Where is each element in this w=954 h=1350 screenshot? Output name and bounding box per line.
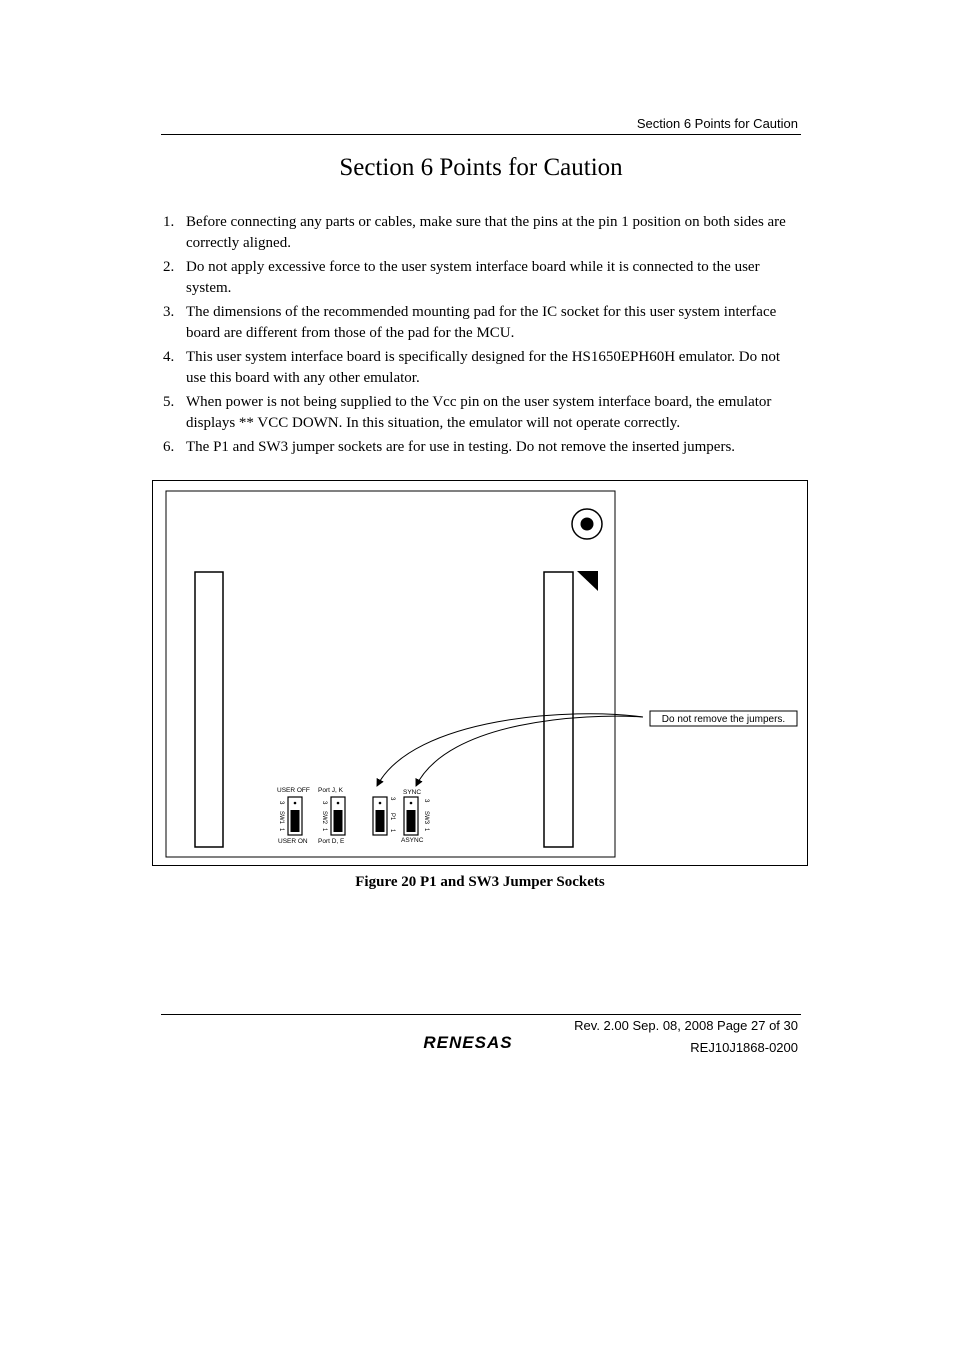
caution-text: Before connecting any parts or cables, make sure that the pins at the pin 1 position on both sides are correctly aligned.	[186, 214, 786, 251]
callout-arrow-to-p1	[377, 714, 643, 786]
sw2-pin-high: 3	[321, 801, 327, 805]
caution-list	[161, 212, 801, 461]
sw2-pin-low: 1	[321, 828, 327, 832]
figure-caption: Figure 20 P1 and SW3 Jumper Sockets	[355, 874, 605, 890]
caution-item	[161, 347, 801, 389]
sw1-pin-dot	[294, 802, 297, 805]
caution-number: 3.	[163, 304, 175, 320]
footer-revision: Rev. 2.00 Sep. 08, 2008 Page 27 of 30	[574, 1018, 798, 1033]
header-rule	[161, 134, 801, 135]
sw3-bottom-label: ASYNC	[401, 837, 424, 844]
p1-pin-high: 3	[389, 797, 395, 801]
sw2-name: SW2	[321, 811, 327, 825]
caution-number: 1.	[163, 214, 175, 230]
callout-text: Do not remove the jumpers.	[661, 714, 786, 725]
running-header: Section 6 Points for Caution	[636, 116, 798, 131]
pin1-marker-icon	[577, 571, 598, 591]
sw3-pin-labels	[423, 799, 429, 832]
sw1-top-label: USER OFF	[277, 787, 310, 794]
caution-item	[161, 257, 801, 299]
p1-jumper	[376, 810, 385, 832]
p1-name: P1	[389, 813, 395, 821]
right-connector	[544, 572, 573, 847]
caution-number: 2.	[163, 259, 175, 275]
sw2-jumper	[334, 810, 343, 832]
sw3-name: SW3	[423, 811, 429, 825]
caution-item	[161, 437, 801, 458]
p1-pin-dot	[379, 802, 382, 805]
footer-doc-id: REJ10J1868-0200	[690, 1040, 798, 1055]
sw1-name: SW1	[278, 811, 284, 825]
caution-number: 5.	[163, 394, 175, 410]
caution-item	[161, 392, 801, 434]
caution-text: When power is not being supplied to the Vcc pin on the user system interface board, the emulator displays ** VCC DOWN. In this situation, the emulator will not operate correctly.	[186, 394, 772, 431]
left-connector	[195, 572, 223, 847]
sw3-pin-high: 3	[423, 799, 429, 803]
sw3-pin-low: 1	[423, 828, 429, 832]
caution-item	[161, 212, 801, 254]
p1-pin-labels	[389, 797, 395, 833]
mounting-hole-center	[581, 518, 594, 531]
section-title: Section 6 Points for Caution	[339, 154, 623, 181]
logo-text: RENESAS	[423, 1033, 513, 1052]
caution-number: 6.	[163, 439, 175, 455]
caution-item	[161, 302, 801, 344]
sw3-pin-dot	[410, 802, 413, 805]
sw1-bottom-label: USER ON	[278, 838, 308, 845]
board-diagram	[153, 481, 809, 867]
sw2-top-label: Port J, K	[318, 787, 343, 794]
sw2-bottom-label: Port D, E	[318, 838, 345, 845]
p1-pin-low: 1	[389, 829, 395, 833]
caution-text: The dimensions of the recommended mounting pad for the IC socket for this user system interface board are different from those of the pad for the MCU.	[186, 304, 777, 341]
caution-number: 4.	[163, 349, 175, 365]
sw1-jumper	[291, 810, 300, 832]
footer-rule	[161, 1014, 801, 1015]
renesas-logo	[408, 1031, 528, 1053]
sw3-jumper	[407, 810, 416, 832]
jumper-socket-figure	[152, 480, 808, 866]
caution-text: Do not apply excessive force to the user system interface board while it is connected to the user system.	[186, 259, 760, 296]
sw3-top-label: SYNC	[403, 789, 422, 796]
sw1-pin-low: 1	[278, 828, 284, 832]
sw2-pin-dot	[337, 802, 340, 805]
sw1-pin-high: 3	[278, 801, 284, 805]
caution-text: The P1 and SW3 jumper sockets are for use in testing. Do not remove the inserted jumpers.	[186, 439, 736, 455]
callout-arrow-to-sw3	[416, 716, 643, 786]
sw2-pin-labels	[321, 801, 327, 832]
sw1-pin-labels	[278, 801, 284, 832]
caution-text: This user system interface board is specifically designed for the HS1650EPH60H emulator. Do not use this board with any other emulator.	[186, 349, 781, 386]
